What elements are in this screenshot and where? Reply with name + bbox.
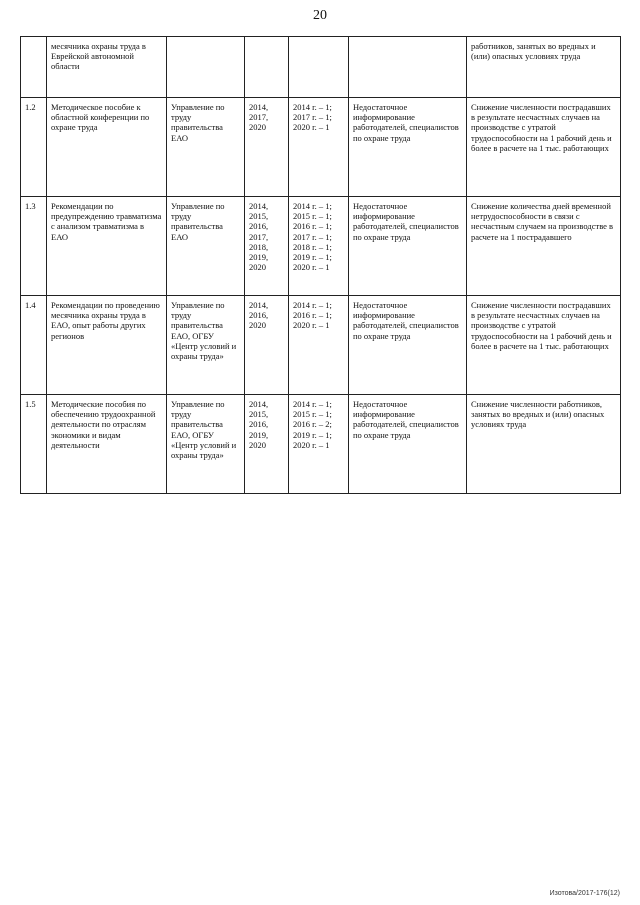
cell-years: 2014, 2015, 2016, 2019, 2020 <box>245 395 289 494</box>
cell-measure-name: Рекомендации по проведению месячника охраны труда в ЕАО, опыт работы других регионов <box>47 296 167 395</box>
cell-risk <box>349 37 467 98</box>
cell-number: 1.3 <box>21 197 47 296</box>
cell-planned-values: 2014 г. – 1; 2016 г. – 1; 2020 г. – 1 <box>289 296 349 395</box>
cell-effect: Снижение численности работников, занятых во вредных и (или) опасных условиях труда <box>467 395 621 494</box>
cell-planned-values: 2014 г. – 1; 2017 г. – 1; 2020 г. – 1 <box>289 98 349 197</box>
cell-risk: Недостаточное информирование работодателей, специалистов по охране труда <box>349 395 467 494</box>
cell-years: 2014, 2017, 2020 <box>245 98 289 197</box>
cell-number: 1.4 <box>21 296 47 395</box>
cell-number: 1.2 <box>21 98 47 197</box>
table-row <box>21 395 621 494</box>
page-number: 20 <box>313 8 327 23</box>
measures-table <box>20 36 621 494</box>
cell-risk: Недостаточное информирование работодателей, специалистов по охране труда <box>349 98 467 197</box>
cell-number: 1.5 <box>21 395 47 494</box>
cell-executor: Управление по труду правительства ЕАО, ОГБУ «Центр условий и охраны труда» <box>167 395 245 494</box>
cell-effect: Снижение численности пострадавших в результате несчастных случаев на производстве с утратой трудоспособности на 1 рабочий день и более в расчете на 1 тыс. работающих <box>467 296 621 395</box>
table-row <box>21 98 621 197</box>
cell-executor: Управление по труду правительства ЕАО <box>167 98 245 197</box>
cell-measure-name: Методические пособия по обеспечению трудоохранной деятельности по отраслям экономики и видам деятельности <box>47 395 167 494</box>
cell-years: 2014, 2016, 2020 <box>245 296 289 395</box>
cell-planned-values <box>289 37 349 98</box>
cell-measure-name: Рекомендации по предупреждению травматизма с анализом травматизма в ЕАО <box>47 197 167 296</box>
table-row <box>21 37 621 98</box>
cell-effect: Снижение количества дней временной нетрудоспособности в связи с несчастным случаем на производстве в расчете на 1 пострадавшего <box>467 197 621 296</box>
cell-effect: Снижение численности пострадавших в результате несчастных случаев на производстве с утратой трудоспособности на 1 рабочий день и более в расчете на 1 тыс. работающих <box>467 98 621 197</box>
table-row <box>21 197 621 296</box>
table-row <box>21 296 621 395</box>
document-reference: Изотова/2017-176(12) <box>549 890 620 897</box>
cell-measure-name: месячника охраны труда в Еврейской автономной области <box>47 37 167 98</box>
cell-effect: работников, занятых во вредных и (или) опасных условиях труда <box>467 37 621 98</box>
cell-number <box>21 37 47 98</box>
cell-risk: Недостаточное информирование работодателей, специалистов по охране труда <box>349 197 467 296</box>
cell-planned-values: 2014 г. – 1; 2015 г. – 1; 2016 г. – 1; 2017 г. – 1; 2018 г. – 1; 2019 г. – 1; 2020 г. – 1 <box>289 197 349 296</box>
cell-measure-name: Методическое пособие к областной конференции по охране труда <box>47 98 167 197</box>
cell-executor: Управление по труду правительства ЕАО <box>167 197 245 296</box>
cell-executor: Управление по труду правительства ЕАО, ОГБУ «Центр условий и охраны труда» <box>167 296 245 395</box>
cell-years <box>245 37 289 98</box>
cell-executor <box>167 37 245 98</box>
cell-risk: Недостаточное информирование работодателей, специалистов по охране труда <box>349 296 467 395</box>
cell-years: 2014, 2015, 2016, 2017, 2018, 2019, 2020 <box>245 197 289 296</box>
cell-planned-values: 2014 г. – 1; 2015 г. – 1; 2016 г. – 2; 2019 г. – 1; 2020 г. – 1 <box>289 395 349 494</box>
